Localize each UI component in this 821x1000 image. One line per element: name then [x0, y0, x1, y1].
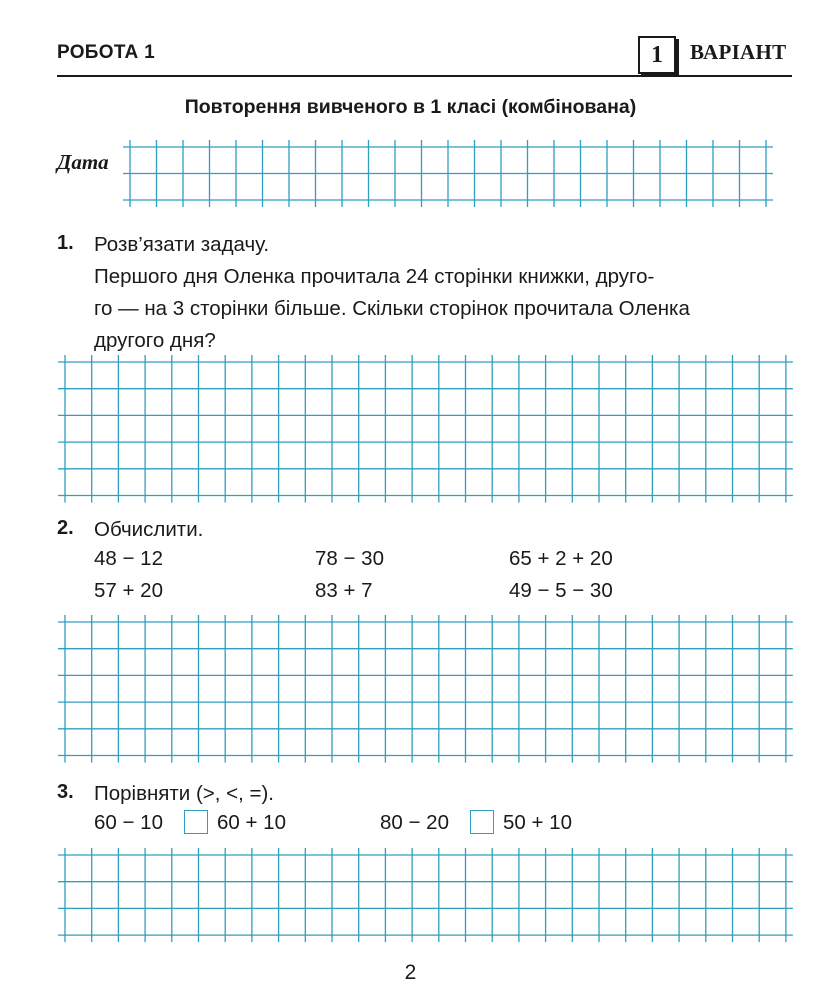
expression: 78 − 30 [315, 547, 384, 570]
page-subtitle: Повторення вивченого в 1 класі (комбінована) [184, 96, 637, 118]
task1-number: 1. [57, 232, 74, 254]
expression: 57 + 20 [94, 579, 163, 602]
compare-answer-box-2[interactable] [470, 810, 494, 834]
compare-right-1: 60 + 10 [217, 811, 286, 834]
task2-answer-grid[interactable] [58, 615, 793, 763]
variant-number-box: 1 [638, 36, 676, 74]
expression: 48 − 12 [94, 547, 163, 570]
task3-number: 3. [57, 781, 74, 803]
task3-answer-grid[interactable] [58, 848, 793, 942]
date-label: Дата [57, 150, 109, 174]
header-divider [57, 75, 792, 77]
page-number: 2 [404, 961, 417, 984]
compare-left-2: 80 − 20 [380, 811, 449, 834]
work-title: РОБОТА 1 [57, 42, 156, 63]
task1-line-2: го — на 3 сторінки більше. Скільки сторінок прочитала Оленка [94, 297, 690, 320]
expression: 65 + 2 + 20 [509, 547, 613, 570]
task1-line-1: Першого дня Оленка прочитала 24 сторінки книжки, друго- [94, 265, 655, 288]
expression: 83 + 7 [315, 579, 373, 602]
compare-right-2: 50 + 10 [503, 811, 572, 834]
task2-title: Обчислити. [94, 518, 204, 541]
date-grid[interactable] [123, 140, 773, 207]
variant-label: ВАРІАНТ [690, 40, 787, 64]
task1-line-3: другого дня? [94, 329, 216, 352]
expression: 49 − 5 − 30 [509, 579, 613, 602]
task1-title: Розв’язати задачу. [94, 233, 270, 256]
task3-title: Порівняти (>, <, =). [94, 782, 274, 805]
compare-answer-box-1[interactable] [184, 810, 208, 834]
compare-left-1: 60 − 10 [94, 811, 163, 834]
task2-number: 2. [57, 517, 74, 539]
task1-answer-grid[interactable] [58, 355, 793, 503]
